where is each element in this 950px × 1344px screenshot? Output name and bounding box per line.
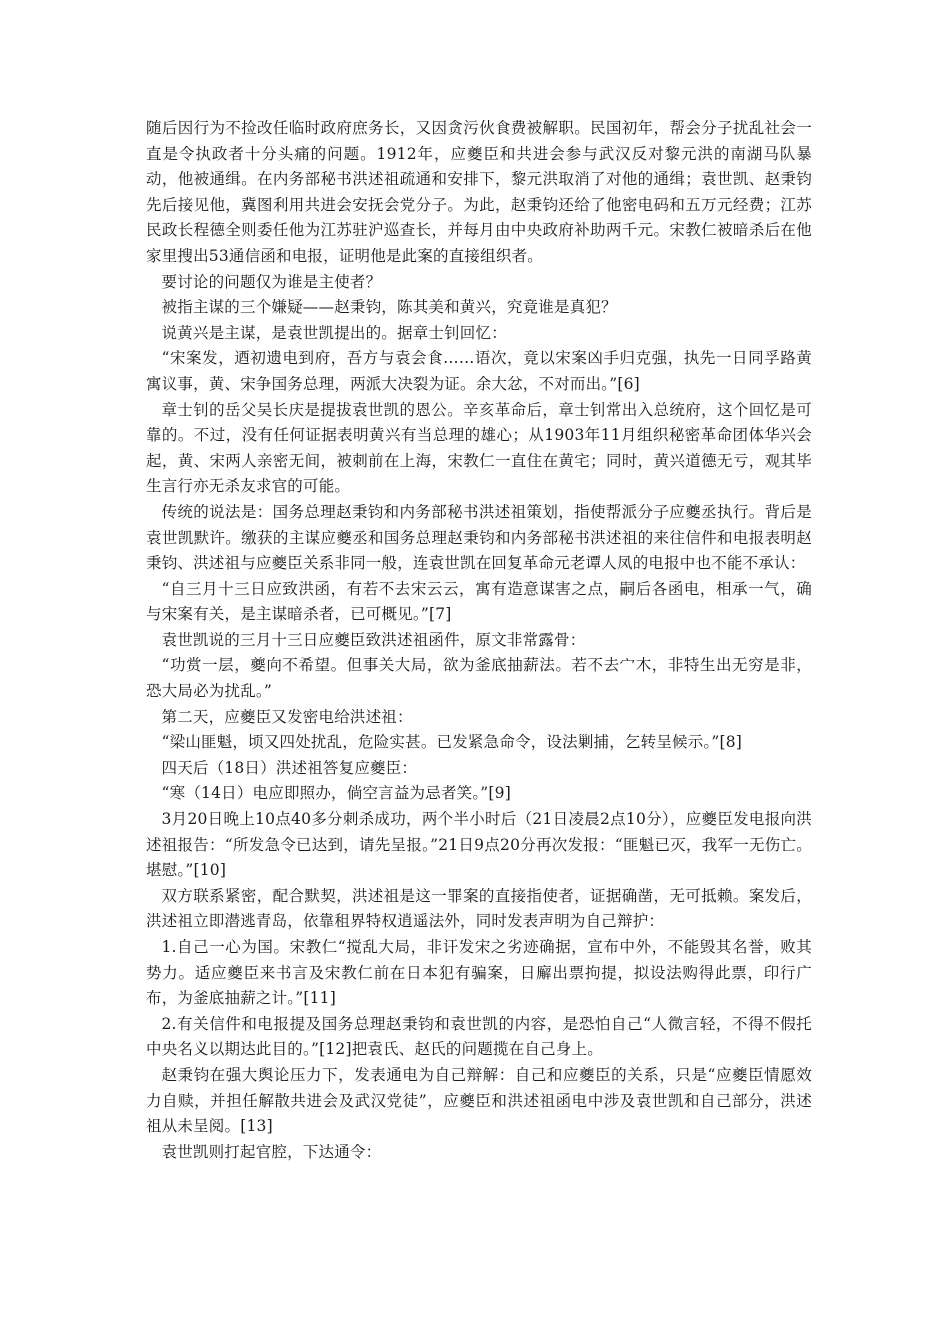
paragraph: 章士钊的岳父吴长庆是提拔袁世凯的恩公。辛亥革命后，章士钊常出入总统府，这个回忆是可靠的。不过，没有任何证据表明黄兴有当总理的雄心；从1903年11月组织秘密革命团体华兴会起，黄、宋两人亲密无间，被刺前在上海，宋教仁一直住在黄宅；同时，黄兴道德无亏，观其毕生言行亦无杀友求官的可能。 <box>146 400 812 496</box>
paragraph: 四天后（18日）洪述祖答复应夔臣： <box>161 758 418 777</box>
paragraph: 说黄兴是主谋，是袁世凯提出的。据章士钊回忆： <box>161 323 507 342</box>
paragraph: 赵秉钧在强大舆论压力下，发表通电为自己辩解：自己和应夔臣的关系，只是“应夔臣情愿效力自赎，并担任解散共进会及武汉党徒”，应夔臣和洪述祖函电中涉及袁世凯和自己部分，洪述祖从未呈阅。[13] <box>146 1065 812 1136</box>
document-body <box>146 116 812 1165</box>
paragraph: 2.有关信件和电报提及国务总理赵秉钧和袁世凯的内容，是恐怕自己“人微言轻，不得不假托中央名义以期达此目的。”[12]把袁氏、赵氏的问题揽在自己身上。 <box>146 1014 812 1059</box>
paragraph: 第二天，应夔臣又发密电给洪述祖： <box>161 707 413 726</box>
paragraph: 袁世凯说的三月十三日应夔臣致洪述祖函件，原文非常露骨： <box>161 630 586 649</box>
paragraph: 1.自己一心为国。宋教仁“搅乱大局，非讦发宋之劣迹确据，宣布中外，不能毁其名誉，败其势力。适应夔臣来书言及宋教仁前在日本犯有骗案，日廨出票拘提，拟设法购得此票，印行广布，为釜底抽薪之计。”[11] <box>146 938 812 1008</box>
paragraph: 双方联系紧密，配合默契，洪述祖是这一罪案的直接指使者，证据确凿，无可抵赖。案发后，洪述祖立即潜逃青岛，依靠租界特权逍遥法外，同时发表声明为自己辩护： <box>146 886 812 931</box>
paragraph: “梁山匪魁，顷又四处扰乱，危险实甚。已发紧急命令，设法剿捕，乞转呈候示。”[8] <box>161 733 743 752</box>
paragraph: “宋案发，迺初遗电到府，吾方与袁会食……语次，竟以宋案凶手归克强，执先一日同孚路黄寓议事，黄、宋争国务总理，两派大决裂为证。余大忿，不对而出。”[6] <box>146 349 812 393</box>
paragraph: 要讨论的问题仅为谁是主使者？ <box>161 272 382 291</box>
paragraph: “功赏一层，夔向不希望。但事关大局，欲为釜底抽薪法。若不去宀木，非特生出无穷是非，恐大局必为扰乱。” <box>146 656 812 701</box>
paragraph: “自三月十三日应致洪函，有若不去宋云云，寓有造意谋害之点，嗣后各函电，相承一气，确与宋案有关，是主谋暗杀者，已可概见。”[7] <box>146 579 812 624</box>
paragraph: 袁世凯则打起官腔，下达通令： <box>161 1142 382 1161</box>
paragraph: 被指主谋的三个嫌疑——赵秉钧，陈其美和黄兴，究竟谁是真犯？ <box>161 298 617 317</box>
paragraph: 传统的说法是：国务总理赵秉钧和内务部秘书洪述祖策划，指使帮派分子应夔丞执行。背后是袁世凯默许。缴获的主谋应夔丞和国务总理赵秉钧和内务部秘书洪述祖的来往信件和电报表明赵秉钧、洪述祖与应夔臣关系非同一般，连袁世凯在回复革命元老谭人凤的电报中也不能不承认： <box>146 502 812 573</box>
paragraph: 3月20日晚上10点40多分刺杀成功，两个半小时后（21日凌晨2点10分），应夔臣发电报向洪述祖报告：“所发急令已达到，请先呈报。”21日9点20分再次发报：“匪魁已灭，我军一无伤亡。堪慰。”[10] <box>146 810 812 880</box>
paragraph: 随后因行为不捡改任临时政府庶务长，又因贪污伙食费被解职。民国初年，帮会分子扰乱社会一直是令执政者十分头痛的问题。1912年，应夔臣和共进会参与武汉反对黎元洪的南湖马队暴动，他被通缉。在内务部秘书洪述祖疏通和安排下，黎元洪取消了对他的通缉；袁世凯、赵秉钧先后接见他，冀图利用共进会安抚会党分子。为此，赵秉钧还给了他密电码和五万元经费；江苏民政长程德全则委任他为江苏驻沪巡查长，并每月由中央政府补助两千元。宋教仁被暗杀后在他家里搜出53通信函和电报，证明他是此案的直接组织者。 <box>146 119 812 265</box>
paragraph: “寒（14日）电应即照办，倘空言益为忌者笑。”[9] <box>161 784 511 803</box>
